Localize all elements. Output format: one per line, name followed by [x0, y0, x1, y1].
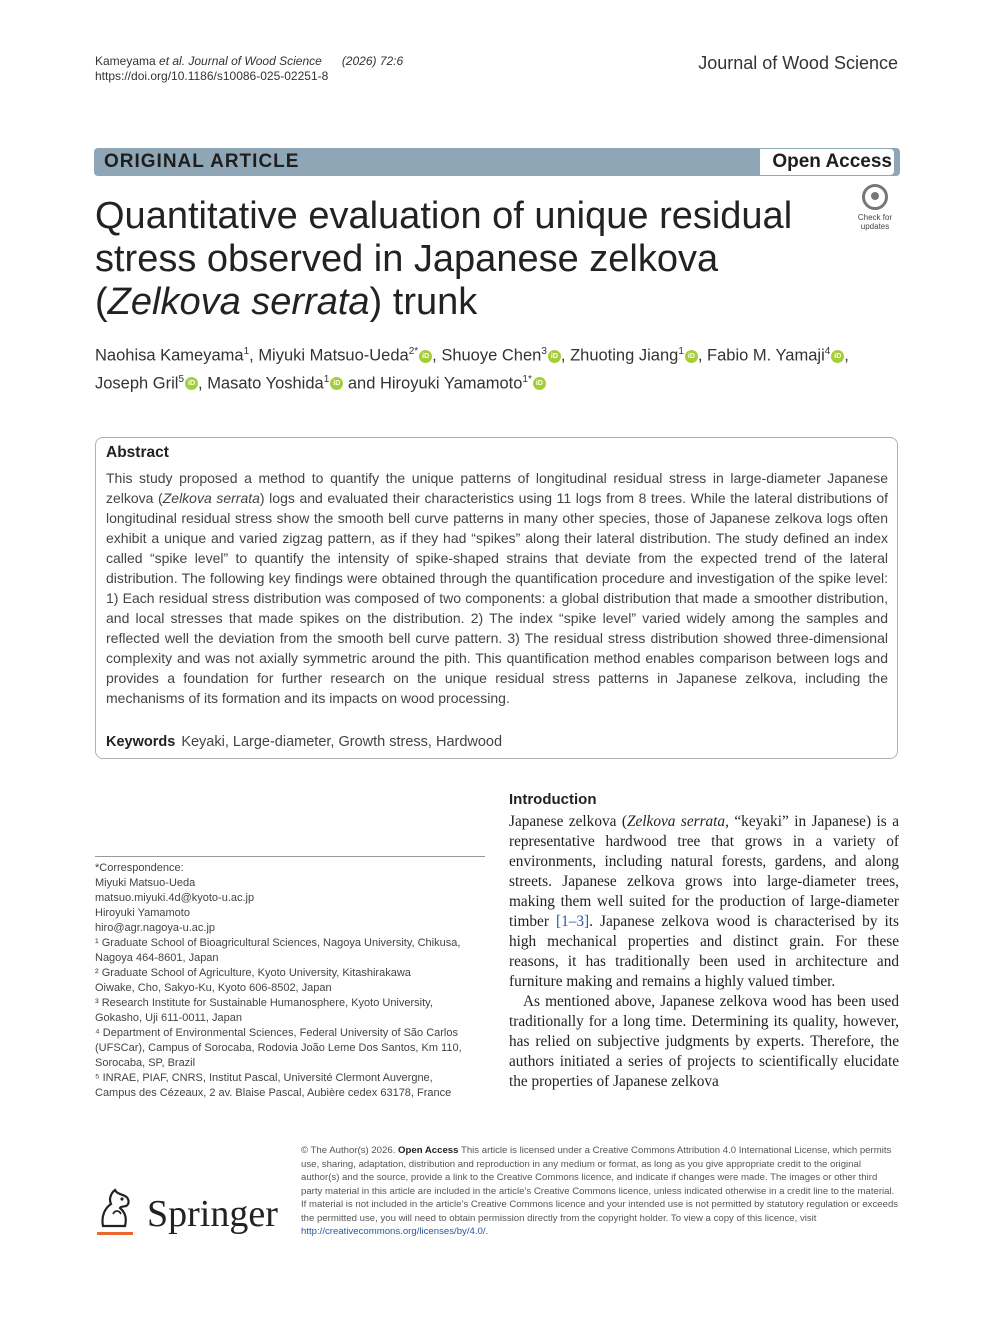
author-affiliation-sup: 1	[323, 373, 330, 385]
orcid-icon[interactable]: iD	[185, 377, 198, 390]
article-type-banner	[94, 148, 900, 176]
author-name[interactable]: Naohisa Kameyama	[95, 346, 244, 365]
citation-ref-link[interactable]: [1–3]	[556, 913, 590, 930]
correspondence-line: Miyuki Matsuo-Ueda	[95, 877, 196, 889]
license-body: This article is licensed under a Creative Commons Attribution 4.0 International License, which permits use, sharing, adaptation, distribution and reproduction in any medium or format, as long as you give appropriate credit to the original author(s) and the source, provide a link to the Creative Commons licence, and indicate if changes were made. The images or other third party material in this article are included in the article’s Creative Commons licence, unless indicated otherwise in a credit line to the material. If material is not included in the article’s Creative Commons licence and your intended use is not permitted by statutory regulation or exceeds the permitted use, you will need to obtain permission directly from the copyright holder. To view a copy of this licence, visit	[301, 1145, 899, 1224]
introduction-heading: Introduction	[509, 791, 597, 808]
license-statement	[301, 1144, 899, 1239]
license-link[interactable]: http://creativecommons.org/licenses/by/4.0/	[301, 1226, 486, 1237]
citation-year: (2026) 72:6	[341, 54, 404, 68]
abstract-box	[95, 437, 898, 759]
correspondence-line: (UFSCar), Campus of Sorocaba, Rodovia João Leme Dos Santos, Km 110,	[95, 1042, 462, 1054]
article-title	[95, 195, 855, 324]
author-affiliation-sup: 3	[541, 346, 547, 357]
correspondence-line: Gokasho, Uji 611-0011, Japan	[95, 1012, 242, 1024]
intro-p1-c: . Japanese zelkova wood is characterised by its high mechanical properties and distinct grain. For these reasons, it has traditionally been used in architecture and furniture making and remains a highly valued timber.	[509, 913, 899, 990]
author-separator: ,	[697, 346, 708, 365]
correspondence-line: Oiwake, Cho, Sakyo-Ku, Kyoto 606-8502, Japan	[95, 982, 332, 994]
author-affiliation-sup: 1	[678, 346, 684, 357]
springer-logo	[95, 1186, 285, 1240]
correspondence-line[interactable]: hiro@agr.nagoya-u.ac.jp	[95, 922, 216, 934]
author-name[interactable]: Miyuki Matsuo-Ueda	[258, 346, 409, 365]
correspondence-affiliations	[95, 861, 485, 1101]
correspondence-line: ⁵ INRAE, PIAF, CNRS, Institut Pascal, Université Clermont Auvergne,	[95, 1072, 433, 1084]
intro-p1-a: Japanese zelkova (	[509, 813, 627, 830]
correspondence-line: ³ Research Institute for Sustainable Humanosphere, Kyoto University,	[95, 997, 433, 1009]
author-separator: ,	[844, 346, 849, 365]
journal-name: Journal of Wood Science	[698, 53, 898, 73]
check-updates-icon	[862, 184, 888, 210]
author-separator: ,	[560, 346, 571, 365]
orcid-icon[interactable]: iD	[548, 350, 561, 363]
author-affiliation-sup: 5	[178, 373, 185, 385]
correspondence-line: ² Graduate School of Agriculture, Kyoto University, Kitashirakawa	[95, 967, 411, 979]
springer-wordmark: Springer	[147, 1193, 278, 1235]
citation-journal: et al. Journal of Wood Science	[159, 54, 322, 68]
author-list	[95, 340, 895, 395]
check-for-updates-badge[interactable]	[850, 184, 900, 232]
open-access-label: Open Access	[760, 149, 894, 175]
abstract-text-2: ) logs and evaluated their characteristics using 11 logs from 8 trees. While the lateral distributions of longitudinal residual stress show the smooth bell curve patterns in many other species, those of Japanese zelkova logs often exhibit a unique and varied zigzag pattern, as if they had “spikes” along their lateral distribution. The study defined an index called “spike level” to quantify the intensity of spike-shaped strains that deviate from the expected trend of the lateral distribution. The following key findings were obtained through the quantification procedure and investigation of the spike level: 1) Each residual stress distribution was composed of two components: a global distribution that made a smoother distribution, and local stresses that made spikes on the distribution. 2) The index “spike level” varied widely among the samples and reflected well the deviation from the smooth bell curve pattern. 3) The residual stress distribution showed three-dimensional complexity and was not axially symmetric around the pith. This quantification method enables comparison between logs and provides a foundation for further research on the unique residual stress patterns in Japanese zelkova, including the mechanisms of its formation and its impacts on wood processing.	[106, 490, 888, 706]
author-affiliation-sup: 2*	[408, 346, 419, 357]
orcid-icon[interactable]: iD	[685, 350, 698, 363]
author-separator: and	[343, 374, 380, 392]
author-name[interactable]: Zhuoting Jiang	[570, 346, 679, 365]
author-separator: ,	[432, 346, 442, 365]
title-part-1: Quantitative evaluation of unique residual stress observed in Japanese zelkova (	[95, 195, 793, 323]
license-end: .	[485, 1226, 489, 1237]
check-updates-line2: updates	[860, 222, 890, 231]
author-affiliation-sup: 1*	[522, 373, 532, 385]
abstract-heading: Abstract	[106, 444, 169, 461]
author-affiliation-sup: 4	[824, 346, 831, 357]
correspondence-line: *Correspondence:	[95, 862, 184, 874]
author-affiliation-sup: 1	[243, 346, 250, 357]
author-name[interactable]: Joseph Gril	[95, 374, 179, 392]
correspondence-line: ⁴ Department of Environmental Sciences, Federal University of São Carlos	[95, 1027, 458, 1039]
title-part-2: ) trunk	[369, 281, 478, 323]
license-copyright: © The Author(s) 2026.	[301, 1145, 399, 1156]
author-name[interactable]: Masato Yoshida	[207, 374, 324, 392]
orcid-icon[interactable]: iD	[330, 377, 343, 390]
springer-horse-icon	[95, 1186, 135, 1230]
correspondence-line: Campus des Cézeaux, 2 av. Blaise Pascal, Aubière cedex 63178, France	[95, 1087, 452, 1099]
citation-authors: Kameyama	[95, 54, 160, 68]
correspondence-line: Hiroyuki Yamamoto	[95, 907, 190, 919]
abstract-text-1: This study proposed a method to quantify the unique patterns of longitudinal residual stress in large-diameter Japanese zelkova (	[106, 470, 888, 506]
keywords-label: Keywords	[106, 734, 176, 750]
abstract-text	[106, 468, 888, 708]
author-name[interactable]: Hiroyuki Yamamoto	[379, 374, 523, 392]
footnote-divider	[95, 856, 485, 857]
abstract-species: Zelkova serrata	[162, 490, 260, 506]
author-name[interactable]: Shuoye Chen	[441, 346, 542, 365]
intro-paragraph-1	[509, 812, 899, 992]
springer-accent-line	[97, 1232, 133, 1235]
author-name[interactable]: Fabio M. Yamaji	[707, 346, 825, 365]
correspondence-line[interactable]: matsuo.miyuki.4d@kyoto-u.ac.jp	[95, 892, 255, 904]
title-species: Zelkova serrata	[107, 281, 370, 323]
introduction-text	[509, 812, 899, 1092]
orcid-icon[interactable]: iD	[533, 377, 546, 390]
keywords-list: Keyaki, Large-diameter, Growth stress, Hardwood	[181, 734, 503, 750]
correspondence-line: Nagoya 464-8601, Japan	[95, 952, 219, 964]
intro-p1-b: “keyaki” in Japanese) is a representative hardwood tree that grows in a variety of environments, including natural forests, gardens, and along streets. Japanese zelkova grows into large-diameter trees, making them well suited for the production of large-diameter timber	[509, 813, 899, 930]
intro-p1-italic: Zelkova serrata,	[626, 813, 729, 830]
citation-header	[95, 54, 403, 84]
author-separator: ,	[198, 374, 208, 392]
article-type-label: ORIGINAL ARTICLE	[104, 151, 300, 172]
correspondence-line: ¹ Graduate School of Bioagricultural Sciences, Nagoya University, Chikusa,	[95, 937, 461, 949]
intro-paragraph-2: As mentioned above, Japanese zelkova wood has been used traditionally for a long time. Determining its quality, however, has relied on subjective judgments by experts. Therefore, the authors initiated a series of projects to scientifically elucidate the properties of Japanese zelkova	[509, 993, 899, 1090]
check-updates-line1: Check for	[857, 213, 893, 222]
license-open-access: Open Access	[398, 1145, 459, 1156]
author-separator: ,	[249, 346, 259, 365]
orcid-icon[interactable]: iD	[419, 350, 432, 363]
correspondence-line: Sorocaba, SP, Brazil	[95, 1057, 196, 1069]
keywords	[106, 734, 502, 750]
orcid-icon[interactable]: iD	[831, 350, 844, 363]
doi-link[interactable]: https://doi.org/10.1186/s10086-025-02251-8	[95, 69, 329, 83]
